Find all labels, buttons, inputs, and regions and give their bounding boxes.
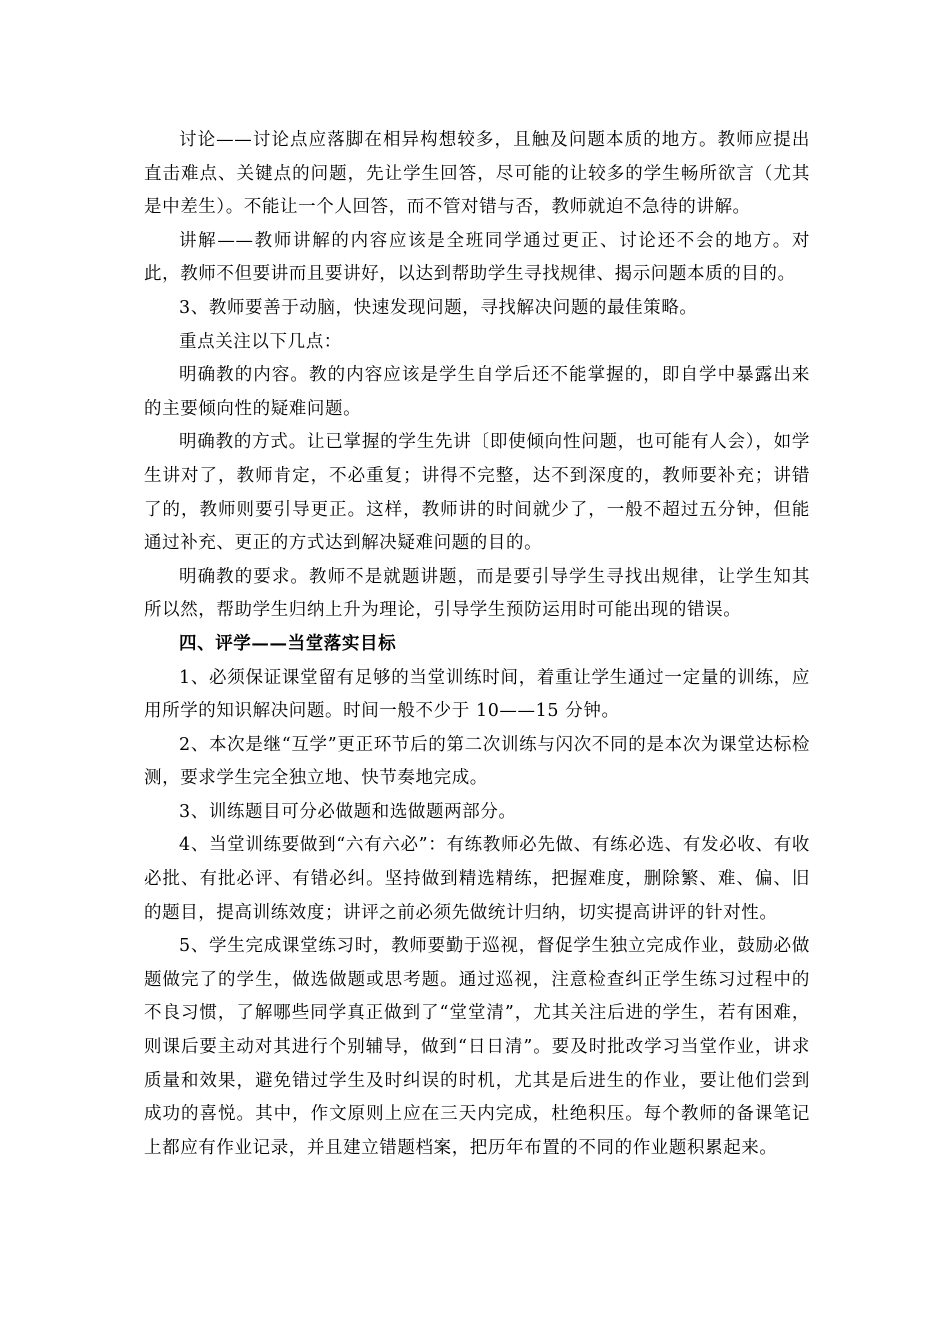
paragraph-eval-item-1: 1、必须保证课堂留有足够的当堂训练时间，着重让学生通过一定量的训练，应用所学的知识解决问题。时间一般不少于 10——15 分钟。 xyxy=(144,667,810,722)
paragraph-teaching-method: 明确教的方式。让已掌握的学生先讲〔即使倾向性问题，也可能有人会），如学生讲对了，教师肯定，不必重复；讲得不完整，达不到深度的，教师要补充；讲错了的，教师则要引导更正。这样，教师讲的时间就少了，一般不超过五分钟，但能通过补充、更正的方式达到解决疑难问题的目的。 xyxy=(144,432,810,554)
paragraph-eval-item-2: 2、本次是继“互学”更正环节后的第二次训练与闪次不同的是本次为课堂达标检测，要求学生完全独立地、快节奏地完成。 xyxy=(144,734,810,789)
paragraph-teaching-content: 明确教的内容。教的内容应该是学生自学后还不能掌握的，即自学中暴露出来的主要倾向性的疑难问题。 xyxy=(144,365,810,419)
document-body xyxy=(144,124,810,1165)
section-heading-evaluation: 四、评学——当堂落实目标 xyxy=(179,633,397,654)
paragraph-discussion: 讨论——讨论点应落脚在相异构想较多，且触及问题本质的地方。教师应提出直击难点、关键点的问题，先让学生回答，尽可能的让较多的学生畅所欲言（尤其是中差生）。不能让一个人回答，而不管对错与否，教师就迫不急待的讲解。 xyxy=(144,130,810,218)
paragraph-teaching-requirement: 明确教的要求。教师不是就题讲题，而是要引导学生寻找出规律，让学生知其所以然，帮助学生归纳上升为理论，引导学生预防运用时可能出现的错误。 xyxy=(144,566,810,621)
paragraph-focus-points: 重点关注以下几点： xyxy=(179,331,342,352)
paragraph-item-3-thinking: 3、教师要善于动脑，快速发现问题，寻找解决问题的最佳策略。 xyxy=(179,297,698,318)
paragraph-eval-item-3: 3、训练题目可分必做题和选做题两部分。 xyxy=(179,801,517,822)
paragraph-eval-item-5: 5、学生完成课堂练习时，教师要勤于巡视，督促学生独立完成作业，鼓励必做题做完了的学生，做选做题或思考题。通过巡视，注意检查纠正学生练习过程中的不良习惯，了解哪些同学真正做到了“堂堂清”，尤其关注后进的学生，若有困难，则课后要主动对其进行个别辅导，做到“日日清”。要及时批改学习当堂作业，讲求质量和效果，避免错过学生及时纠误的时机，尤其是后进生的作业，要让他们尝到成功的喜悦。其中，作文原则上应在三天内完成，杜绝积压。每个教师的备课笔记上都应有作业记录，并且建立错题档案，把历年布置的不同的作业题积累起来。 xyxy=(144,936,810,1158)
paragraph-eval-item-4: 4、当堂训练要做到“六有六必”：有练教师必先做、有练必选、有发必收、有收必批、有批必评、有错必纠。坚持做到精选精练，把握难度，删除繁、难、偏、旧的题目，提高训练效度；讲评之前必须先做统计归纳，切实提高讲评的针对性。 xyxy=(144,835,810,923)
paragraph-explanation: 讲解——教师讲解的内容应该是全班同学通过更正、讨论还不会的地方。对此，教师不但要讲而且要讲好，以达到帮助学生寻找规律、揭示问题本质的目的。 xyxy=(144,230,810,285)
